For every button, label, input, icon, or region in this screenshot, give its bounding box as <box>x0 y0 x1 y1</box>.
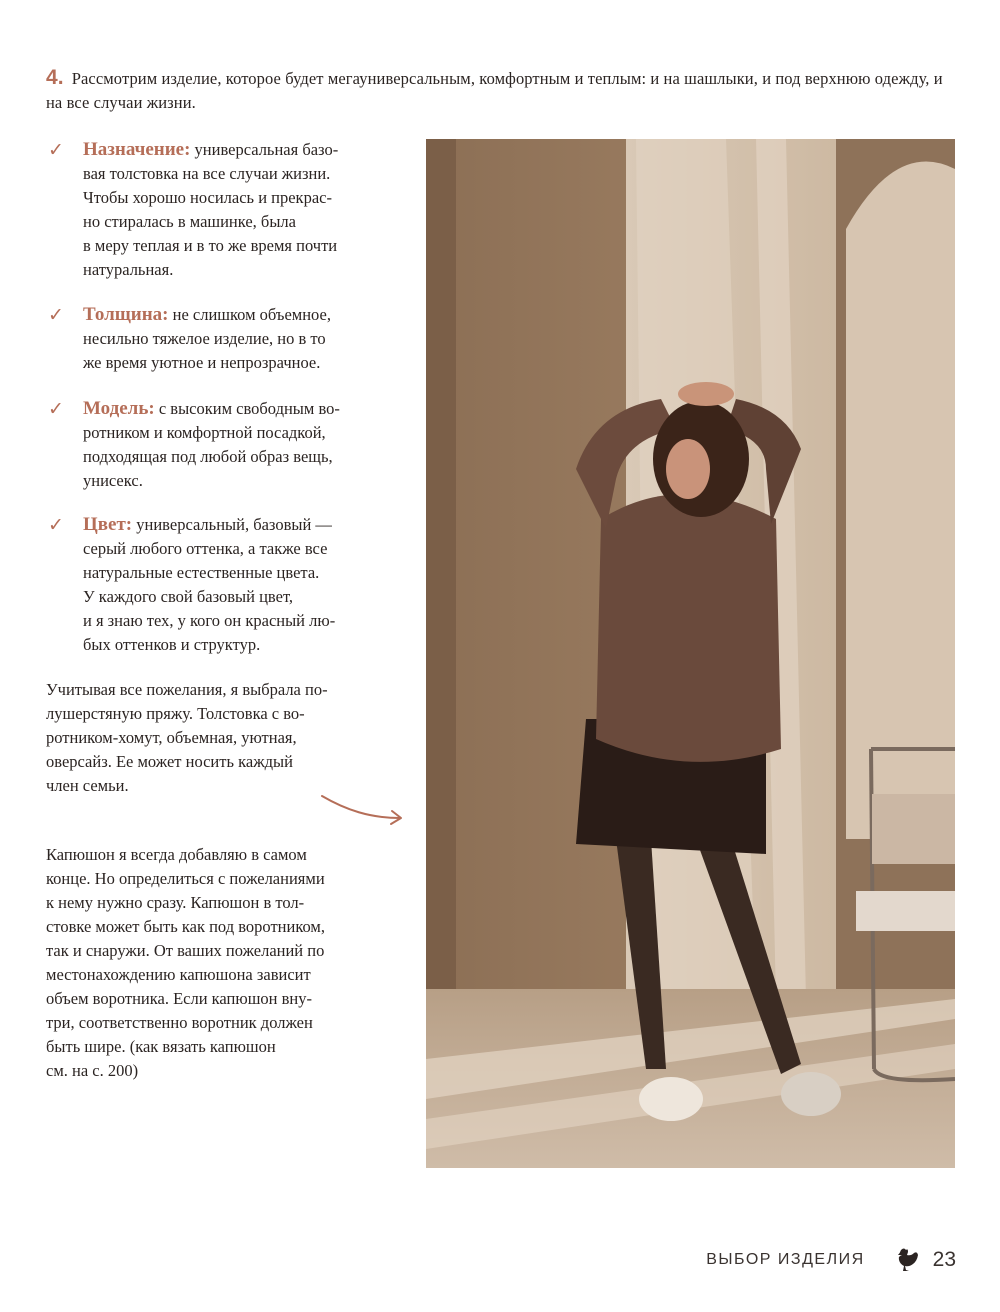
checklist-term: Цвет: <box>83 514 133 535</box>
paragraph-line: местонахождению капюшона зависит <box>46 965 311 984</box>
checkmark-icon: ✓ <box>48 139 64 161</box>
checklist-item-thickness <box>46 303 391 375</box>
checklist-item-color <box>46 513 391 657</box>
checklist-line: универсальный, базовый — <box>136 515 332 534</box>
paragraph-line: стовке может быть как под воротником, <box>46 917 325 936</box>
checklist-line: натуральная. <box>83 260 174 279</box>
checklist-line: У каждого свой базовый цвет, <box>83 587 294 606</box>
paragraph-line: три, соответственно воротник должен <box>46 1013 313 1032</box>
paragraph-line: конце. Но определиться с пожеланиями <box>46 869 325 888</box>
checklist-item-model <box>46 397 391 493</box>
checklist-line: Чтобы хорошо носилась и прекрас- <box>83 188 332 207</box>
page-footer <box>706 1244 956 1276</box>
checkmark-icon: ✓ <box>48 514 64 536</box>
paragraph-line: оверсайз. Ее может носить каждый <box>46 752 293 771</box>
checklist-line: и я знаю тех, у кого он красный лю- <box>83 611 336 630</box>
intro-paragraph <box>46 66 946 115</box>
checklist-line: вая толстовка на все случаи жизни. <box>83 164 331 183</box>
checklist-line: не слишком объемное, <box>172 305 331 324</box>
curved-arrow-icon <box>318 790 408 830</box>
paragraph-line: быть шире. (как вязать капюшон <box>46 1037 276 1056</box>
intro-text: Рассмотрим изделие, которое будет мегауниверсальным, комфортным и теплым: и на шашлыки, и под верхнюю одежду, и на все случаи жизни. <box>46 69 943 112</box>
rooster-icon <box>895 1247 919 1273</box>
paragraph-line: Капюшон я всегда добавляю в самом <box>46 845 307 864</box>
model-photo <box>426 139 955 1168</box>
photo-illustration <box>426 139 955 1168</box>
checklist-line: подходящая под любой образ вещь, <box>83 447 333 466</box>
checklist-line: ротником и комфортной посадкой, <box>83 423 326 442</box>
page-number: 23 <box>932 1248 956 1271</box>
checklist-line: но стиралась в машинке, была <box>83 212 296 231</box>
step-number: 4. <box>46 66 64 89</box>
checklist-line: с высоким свободным во- <box>158 399 340 418</box>
paragraph-line: объем воротника. Если капюшон вну- <box>46 989 312 1008</box>
checklist-term: Толщина: <box>83 304 169 325</box>
paragraph-line: член семьи. <box>46 776 129 795</box>
paragraph-line: к нему нужно сразу. Капюшон в тол- <box>46 893 305 912</box>
paragraph-line: лушерстяную пряжу. Толстовка с во- <box>46 704 305 723</box>
checklist-line: унисекс. <box>83 471 143 490</box>
checklist-line: серый любого оттенка, а также все <box>83 539 328 558</box>
paragraph-line: см. на с. 200) <box>46 1061 139 1080</box>
section-title: ВЫБОР ИЗДЕЛИЯ <box>706 1251 865 1268</box>
paragraph-line: Учитывая все пожелания, я выбрала по- <box>46 680 328 699</box>
yarn-choice-paragraph <box>46 678 391 798</box>
checklist-term: Назначение: <box>83 139 191 160</box>
checklist-line: бых оттенков и структур. <box>83 635 261 654</box>
hood-paragraph <box>46 843 391 1083</box>
checklist-line: же время уютное и непрозрачное. <box>83 353 321 372</box>
paragraph-line: так и снаружи. От ваших пожеланий по <box>46 941 325 960</box>
paragraph-line: ротником-хомут, объемная, уютная, <box>46 728 297 747</box>
checkmark-icon: ✓ <box>48 304 64 326</box>
checklist-line: в меру теплая и в то же время почти <box>83 236 338 255</box>
checkmark-icon: ✓ <box>48 398 64 420</box>
checklist-term: Модель: <box>83 398 155 419</box>
checklist-line: универсальная базо- <box>194 140 339 159</box>
checklist-item-purpose <box>46 138 391 282</box>
checklist-line: несильно тяжелое изделие, но в то <box>83 329 326 348</box>
checklist-line: натуральные естественные цвета. <box>83 563 320 582</box>
